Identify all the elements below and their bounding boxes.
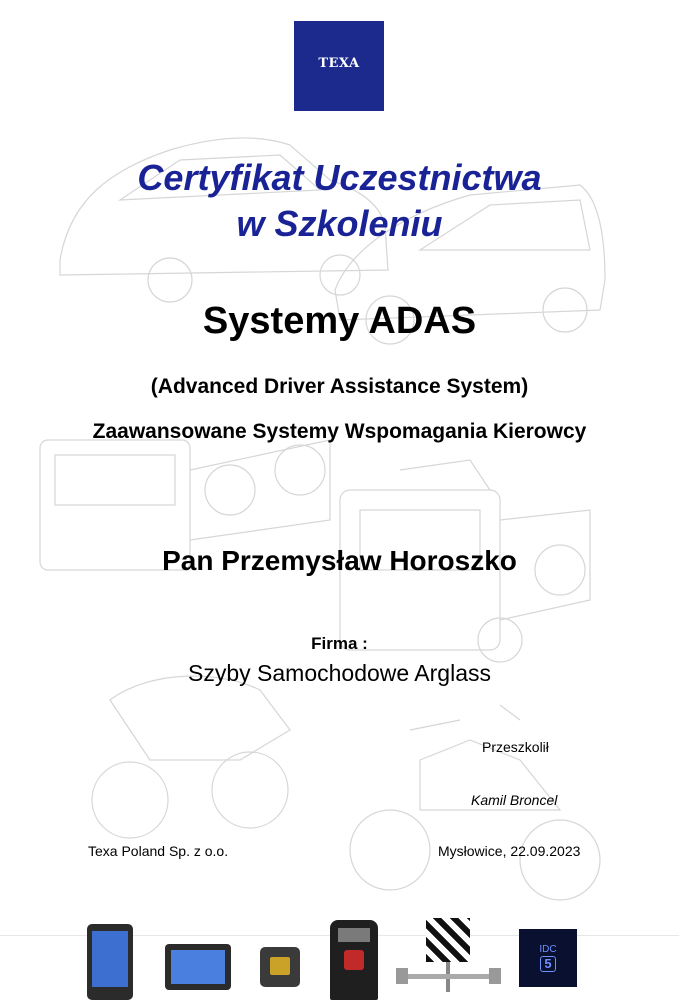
adas-calibration-stand-icon: [396, 918, 501, 1000]
vci-interface-icon: [260, 947, 300, 987]
trainer-name: Kamil Broncel: [471, 792, 558, 808]
company-name: Szyby Samochodowe Arglass: [188, 660, 491, 686]
company-label: Firma :: [311, 634, 368, 653]
diagnostic-tablet-landscape-icon: [165, 944, 231, 990]
texa-logo: [294, 21, 384, 111]
course-subtitle-en: (Advanced Driver Assistance System): [150, 375, 529, 398]
trainer-label: Przeszkolił: [482, 739, 549, 755]
ac-service-station-icon: [330, 920, 378, 1000]
participant-name: Pan Przemysław Horoszko: [162, 545, 517, 576]
course-subtitle-pl: Zaawansowane Systemy Wspomagania Kierowcy: [92, 420, 587, 443]
course-title: Systemy ADAS: [202, 300, 477, 342]
certificate-title-line1: Certyfikat Uczestnictwa: [137, 157, 542, 198]
certificate-title-line2: w Szkoleniu: [236, 203, 443, 244]
issuer: Texa Poland Sp. z o.o.: [88, 843, 229, 859]
logo-text: TEXA: [318, 55, 360, 71]
place-and-date: Mysłowice, 22.09.2023: [438, 843, 581, 859]
idc-label: IDC: [539, 944, 557, 955]
diagnostic-tablet-icon: [87, 924, 133, 1000]
idc-number: 5: [540, 956, 555, 972]
idc5-software-icon: [519, 929, 577, 987]
